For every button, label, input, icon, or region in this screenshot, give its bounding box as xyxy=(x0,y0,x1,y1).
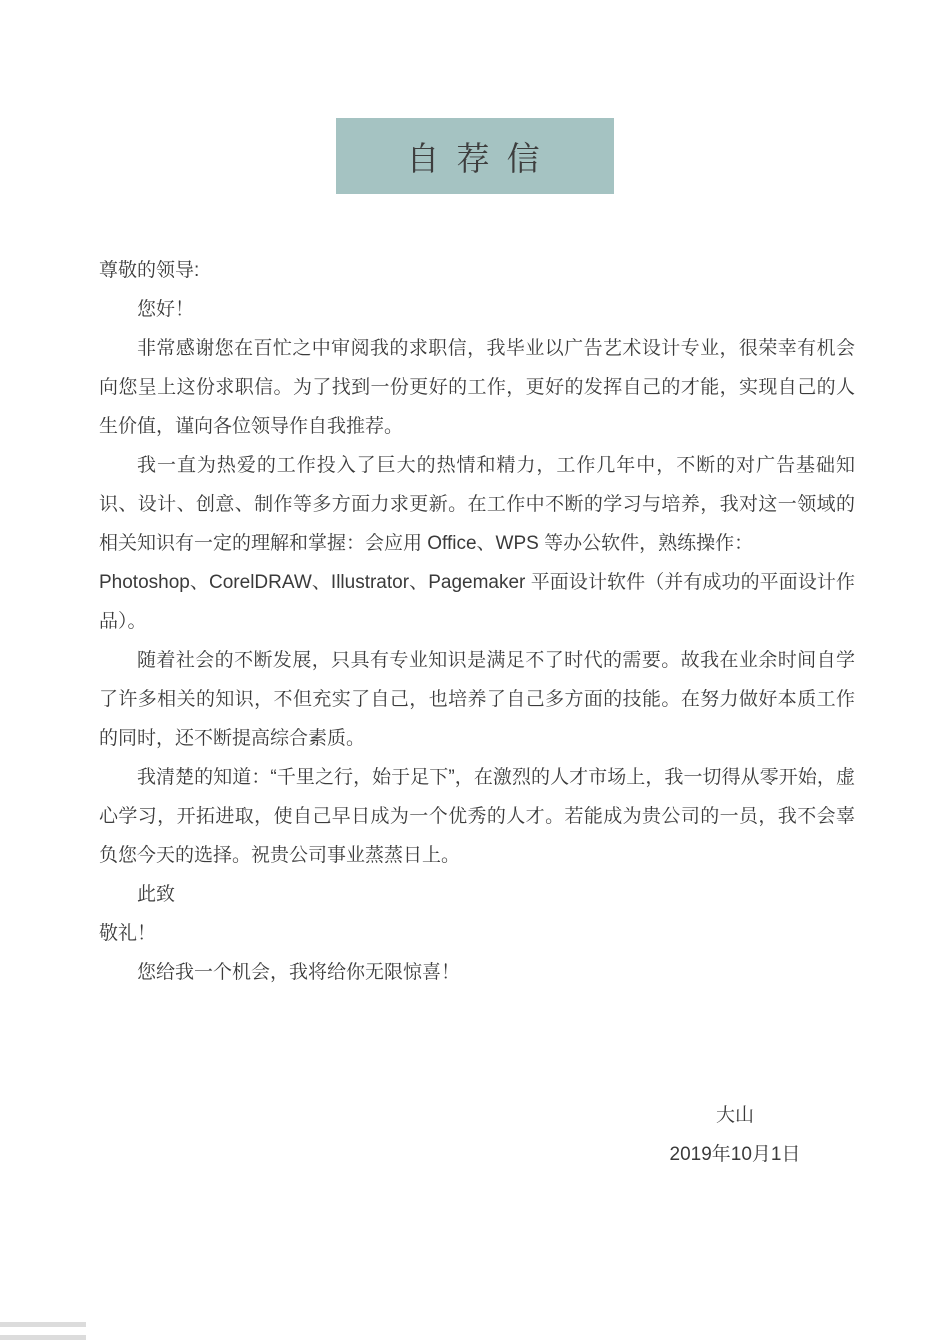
signature-name: 大山 xyxy=(715,1105,754,1126)
paragraph-greeting: 您好！ xyxy=(137,299,195,320)
paragraph-software-list: Photoshop、CorelDRAW、Illustrator、Pagemaker 平面设计软件（并有成功的平面设计作品）。 xyxy=(99,572,855,632)
page-bottom-edge-artifact xyxy=(0,1322,86,1327)
postscript: 您给我一个机会，我将给你无限惊喜！ xyxy=(137,962,461,983)
letter-body xyxy=(99,251,855,992)
page-bottom-edge-artifact xyxy=(0,1335,86,1340)
signature-date: 2019年10月1日 xyxy=(669,1144,801,1165)
paragraph-intro: 非常感谢您在百忙之中审阅我的求职信，我毕业以广告艺术设计专业，很荣幸有机会向您呈上这份求职信。为了找到一份更好的工作，更好的发挥自己的才能，实现自己的人生价值，谨向各位领导作自我推荐。 xyxy=(99,338,855,437)
paragraph-self-study: 随着社会的不断发展，只具有专业知识是满足不了时代的需要。故我在业余时间自学了许多相关的知识，不但充实了自己，也培养了自己多方面的技能。在努力做好本质工作的同时，还不断提高综合素质。 xyxy=(99,650,855,749)
closing-jingli: 敬礼！ xyxy=(99,923,157,944)
signature-block xyxy=(640,1096,830,1174)
paragraph-aspiration: 我清楚的知道：“千里之行，始于足下”，在激烈的人才市场上，我一切得从零开始，虚心学习，开拓进取，使自己早日成为一个优秀的人才。若能成为贵公司的一员，我不会辜负您今天的选择。祝贵公司事业蒸蒸日上。 xyxy=(99,767,855,866)
paragraph-skills: 我一直为热爱的工作投入了巨大的热情和精力，工作几年中，不断的对广告基础知识、设计、创意、制作等多方面力求更新。在工作中不断的学习与培养，我对这一领域的相关知识有一定的理解和掌握：会应用 Office、WPS 等办公软件，熟练操作： xyxy=(99,455,855,554)
letter-title: 自 荐 信 xyxy=(406,139,544,177)
closing-cizhi: 此致 xyxy=(137,884,176,905)
salutation: 尊敬的领导: xyxy=(99,260,200,281)
letter-title-box xyxy=(336,118,614,194)
